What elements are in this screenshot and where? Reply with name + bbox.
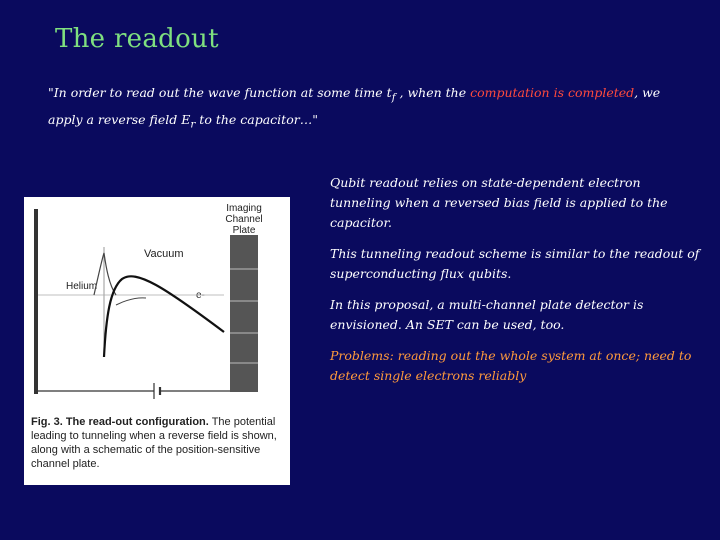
bullet-list xyxy=(330,173,700,397)
quote-part-4: to the capacitor…" xyxy=(195,111,318,127)
label-imaging: Imaging xyxy=(226,203,262,214)
quote-text xyxy=(48,82,698,135)
caption-body: The potential leading to tunneling when a reverse field is shown, along with a schematic of the position-sensitive channel plate. xyxy=(31,416,277,470)
caption-lead: Fig. 3. The read-out configuration. xyxy=(31,416,209,428)
quote-highlight: computation is completed xyxy=(470,85,635,100)
label-helium: Helium xyxy=(66,281,98,292)
label-plate: Plate xyxy=(232,225,256,236)
left-electrode xyxy=(34,209,38,394)
readout-figure xyxy=(24,197,290,485)
channel-plate xyxy=(230,235,258,392)
bullet-item: This tunneling readout scheme is similar to the readout of superconducting flux qubits. xyxy=(330,246,700,281)
slide-title: The readout xyxy=(55,24,219,54)
readout-diagram xyxy=(24,197,290,412)
label-channel: Channel xyxy=(225,214,263,225)
bullet-item: Qubit readout relies on state-dependent electron tunneling when a reversed bias field is applied to the capacitor. xyxy=(330,175,668,230)
quote-part-2: , when the xyxy=(395,85,471,100)
field-subscript: r xyxy=(190,118,196,130)
bullet-item: In this proposal, a multi-channel plate detector is envisioned. An SET can be used, too. xyxy=(330,297,644,332)
label-electron: e- xyxy=(196,290,205,301)
time-subscript: f xyxy=(391,91,396,104)
quote-part-3: , we apply a reverse field E xyxy=(48,85,661,127)
time-symbol xyxy=(386,85,396,104)
wavefunction-curve xyxy=(94,253,116,295)
tunneling-curve xyxy=(116,298,146,305)
problem-statement: Problems: reading out the whole system at once; need to detect single electrons reliably xyxy=(330,348,692,383)
figure-caption xyxy=(31,415,287,471)
time-symbol-letter: t xyxy=(386,85,392,100)
potential-curve xyxy=(104,276,224,357)
label-vacuum: Vacuum xyxy=(144,248,184,260)
quote-part-1: "In order to read out the wave function at some time xyxy=(48,85,387,100)
